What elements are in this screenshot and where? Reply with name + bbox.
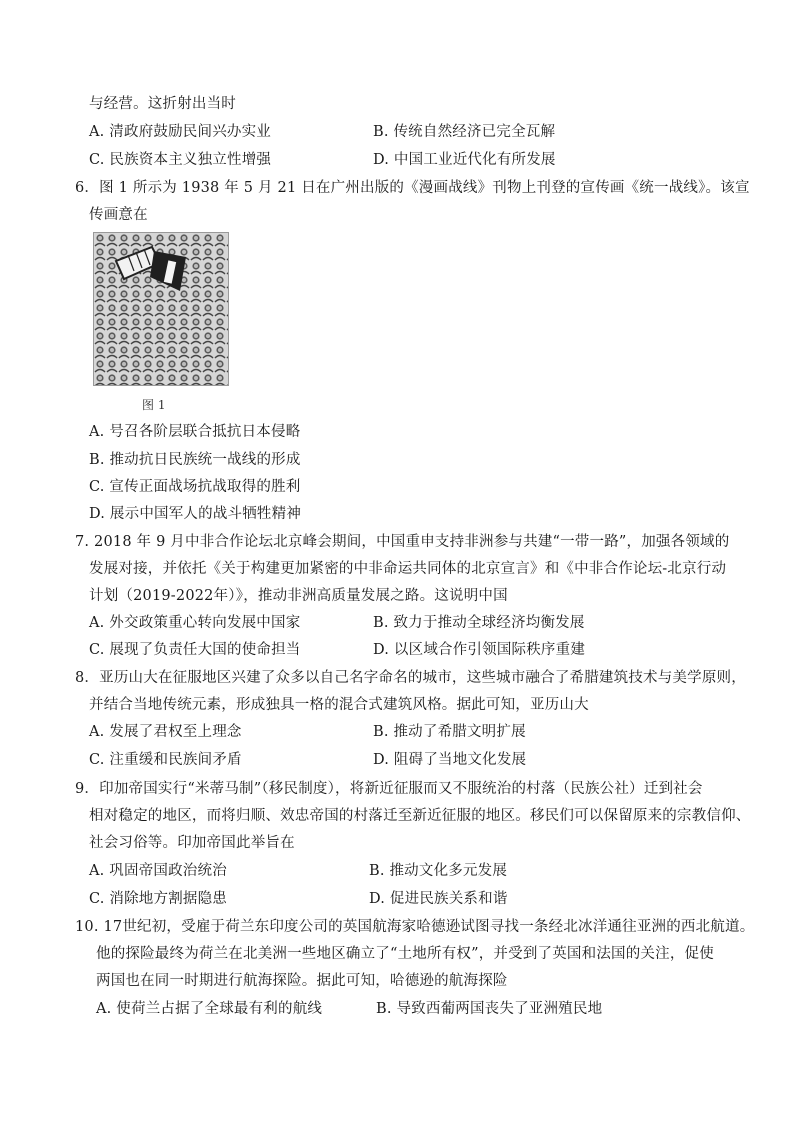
q5-option-a: A. 清政府鼓励民间兴办实业	[89, 124, 271, 140]
q9-option-a: A. 巩固帝国政治统治	[89, 863, 227, 879]
q9-stem-line2: 相对稳定的地区，而将归顺、效忠帝国的村落迁至新近征服的地区。移民们可以保留原来的宗教信仰、	[89, 808, 751, 824]
q8-option-c: C. 注重缓和民族间矛盾	[89, 752, 242, 768]
q10-stem-line3: 两国也在同一时期进行航海探险。据此可知，哈德逊的航海探险	[96, 973, 508, 989]
figure-caption: 图 1	[142, 398, 166, 412]
q6-option-a: A. 号召各阶层联合抵抗日本侵略	[89, 424, 301, 440]
q7-option-a: A. 外交政策重心转向发展中国家	[89, 615, 301, 631]
q8-option-a: A. 发展了君权至上理念	[89, 724, 242, 740]
q5-stem-end: 与经营。这折射出当时	[89, 96, 236, 112]
q5-option-c: C. 民族资本主义独立性增强	[89, 152, 272, 168]
q7-option-c: C. 展现了负责任大国的使命担当	[89, 642, 301, 658]
crowd-drawing	[94, 233, 228, 385]
q9-stem-line1: 9．印加帝国实行“米蒂马制”（移民制度），将新近征服而又不服统治的村落（民族公社）迁到社会	[75, 781, 703, 797]
q8-stem-line1: 8．亚历山大在征服地区兴建了众多以自己名字命名的城市，这些城市融合了希腊建筑技术与美学原则，	[75, 670, 746, 686]
q7-stem-line3: 计划（2019-2022年）》，推动非洲高质量发展之路。这说明中国	[89, 588, 508, 604]
q6-option-c: C. 宣传正面战场抗战取得的胜利	[89, 479, 301, 495]
q10-stem-line1: 10. 17世纪初，受雇于荷兰东印度公司的英国航海家哈德逊试图寻找一条经北冰洋通往亚洲的西北航道。	[75, 919, 755, 935]
q8-option-b: B. 推动了希腊文明扩展	[373, 724, 526, 740]
q5-option-d: D. 中国工业近代化有所发展	[373, 152, 556, 168]
q6-option-d: D. 展示中国军人的战斗牺牲精神	[89, 506, 302, 522]
q8-stem-line2: 并结合当地传统元素，形成独具一格的混合式建筑风格。据此可知，亚历山大	[89, 697, 589, 713]
q6-option-b: B. 推动抗日民族统一战线的形成	[89, 452, 301, 468]
q7-stem-line2: 发展对接，并依托《关于构建更加紧密的中非命运共同体的北京宣言》和《中非合作论坛-北京行动	[89, 561, 727, 577]
q9-option-c: C. 消除地方割据隐患	[89, 891, 227, 907]
q9-option-d: D. 促进民族关系和谐	[369, 891, 508, 907]
q7-option-b: B. 致力于推动全球经济均衡发展	[373, 615, 585, 631]
q10-option-b: B. 导致西葡两国丧失了亚洲殖民地	[376, 1001, 603, 1017]
q7-stem-line1: 7. 2018 年 9 月中非合作论坛北京峰会期间，中国重申支持非洲参与共建“一带一路”，加强各领域的	[75, 534, 730, 550]
q6-stem-line2: 传画意在	[89, 207, 148, 223]
q9-option-b: B. 推动文化多元发展	[369, 863, 508, 879]
q10-stem-line2: 他的探险最终为荷兰在北美洲一些地区确立了“土地所有权”，并受到了英国和法国的关注，促使	[96, 946, 714, 962]
q6-stem-line1: 6．图 1 所示为 1938 年 5 月 21 日在广州出版的《漫画战线》刊物上刊登的宣传画《统一战线》。该宣	[75, 180, 750, 196]
q8-option-d: D. 阻碍了当地文化发展	[373, 752, 527, 768]
propaganda-illustration	[93, 232, 229, 386]
q10-option-a: A. 使荷兰占据了全球最有利的航线	[96, 1001, 323, 1017]
q7-option-d: D. 以区域合作引领国际秩序重建	[373, 642, 586, 658]
q5-option-b: B. 传统自然经济已完全瓦解	[373, 124, 556, 140]
q9-stem-line3: 社会习俗等。印加帝国此举旨在	[89, 835, 295, 851]
